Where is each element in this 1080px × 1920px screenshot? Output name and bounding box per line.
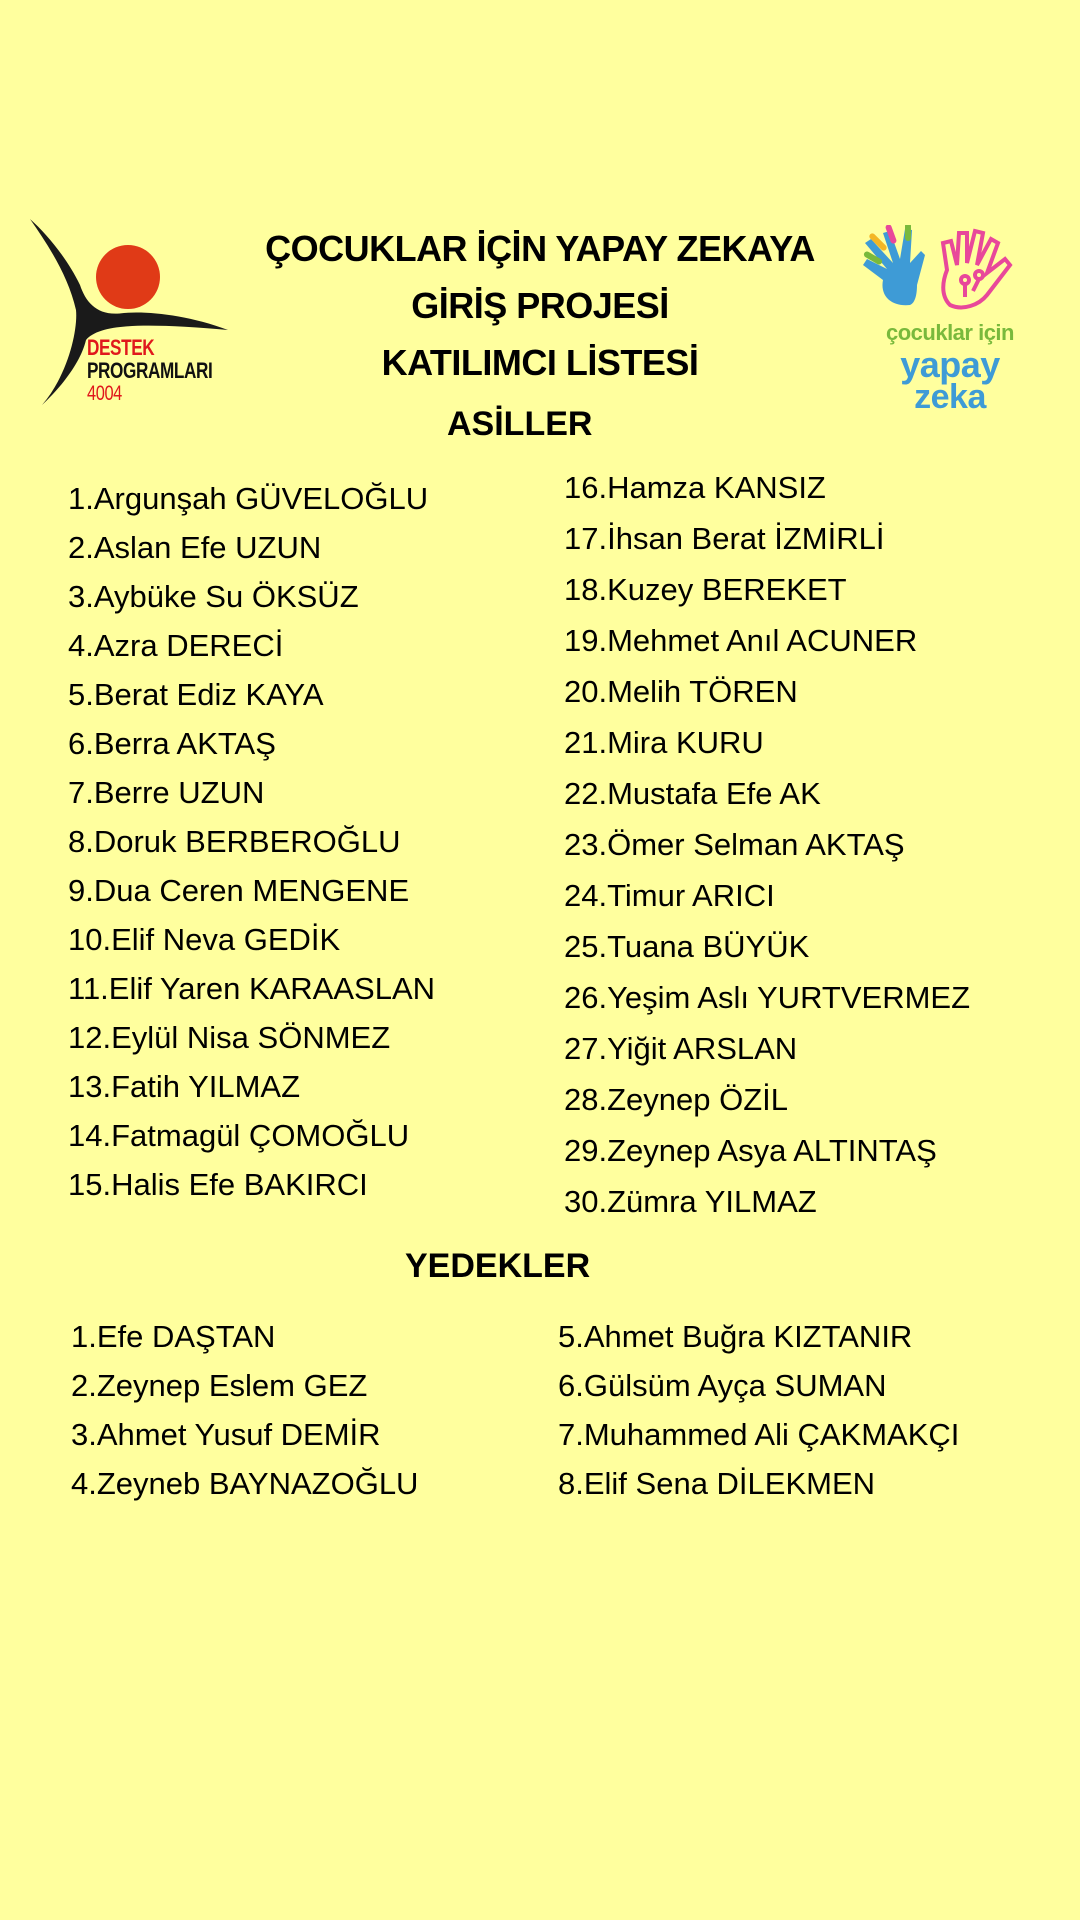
logo-text-cocuklar-icin: çocuklar için [885, 320, 1014, 345]
list-item: 6.Berra AKTAŞ [68, 726, 276, 761]
list-item: 9.Dua Ceren MENGENE [68, 873, 410, 908]
list-item: 18.Kuzey BEREKET [564, 572, 847, 607]
list-item: 1.Argunşah GÜVELOĞLU [68, 481, 429, 516]
list-item: 24.Timur ARICI [564, 878, 775, 913]
list-item: 10.Elif Neva GEDİK [68, 922, 341, 957]
yedekler-list-right [558, 1312, 959, 1508]
asiller-list-right [564, 462, 970, 1227]
list-item: 15.Halis Efe BAKIRCI [68, 1167, 368, 1202]
list-item: 4.Azra DERECİ [68, 628, 284, 663]
list-item: 12.Eylül Nisa SÖNMEZ [68, 1020, 391, 1055]
list-item: 2.Zeynep Eslem GEZ [71, 1368, 368, 1403]
yedekler-list-left [71, 1312, 418, 1508]
list-item: 3.Ahmet Yusuf DEMİR [71, 1417, 381, 1452]
list-item: 5.Berat Ediz KAYA [68, 677, 324, 712]
list-item: 3.Aybüke Su ÖKSÜZ [68, 579, 359, 614]
list-item: 14.Fatmagül ÇOMOĞLU [68, 1118, 410, 1153]
list-item: 17.İhsan Berat İZMİRLİ [564, 521, 885, 556]
asiller-heading: ASİLLER [447, 405, 593, 443]
asiller-list-left [68, 474, 435, 1209]
page-title-line-3: KATILIMCI LİSTESİ [381, 342, 699, 383]
list-item: 4.Zeyneb BAYNAZOĞLU [71, 1466, 419, 1501]
list-item: 6.Gülsüm Ayça SUMAN [558, 1368, 887, 1403]
list-item: 16.Hamza KANSIZ [564, 470, 826, 505]
list-item: 20.Melih TÖREN [564, 674, 798, 709]
page-title-line-1: ÇOCUKLAR İÇİN YAPAY ZEKAYA [265, 228, 815, 269]
list-item: 28.Zeynep ÖZİL [564, 1082, 789, 1117]
logo-text-yapay: yapay [900, 344, 1000, 385]
list-item: 21.Mira KURU [564, 725, 764, 760]
list-item: 7.Berre UZUN [68, 775, 265, 810]
list-item: 23.Ömer Selman AKTAŞ [564, 827, 905, 862]
list-item: 1.Efe DAŞTAN [71, 1319, 276, 1354]
list-item: 30.Zümra YILMAZ [564, 1184, 817, 1219]
list-item: 5.Ahmet Buğra KIZTANIR [558, 1319, 913, 1354]
list-item: 22.Mustafa Efe AK [564, 776, 821, 811]
list-item: 7.Muhammed Ali ÇAKMAKÇI [558, 1417, 960, 1452]
list-item: 29.Zeynep Asya ALTINTAŞ [564, 1133, 937, 1168]
list-item: 13.Fatih YILMAZ [68, 1069, 301, 1104]
list-item: 19.Mehmet Anıl ACUNER [564, 623, 918, 658]
logo-text-destek: DESTEK [87, 335, 155, 360]
logo-text-zeka: zeka [914, 378, 986, 416]
list-item: 8.Doruk BERBEROĞLU [68, 824, 401, 859]
list-item: 11.Elif Yaren KARAASLAN [68, 971, 436, 1006]
list-item: 27.Yiğit ARSLAN [564, 1031, 798, 1066]
list-item: 25.Tuana BÜYÜK [564, 929, 810, 964]
yedekler-heading: YEDEKLER [405, 1247, 591, 1285]
logo-text-4004: 4004 [87, 382, 122, 405]
list-item: 26.Yeşim Aslı YURTVERMEZ [564, 980, 971, 1015]
page-title-line-2: GİRİŞ PROJESİ [411, 285, 669, 326]
list-item: 2.Aslan Efe UZUN [68, 530, 322, 565]
logo-text-programlari: PROGRAMLARI [87, 358, 213, 383]
list-item: 8.Elif Sena DİLEKMEN [558, 1466, 876, 1501]
